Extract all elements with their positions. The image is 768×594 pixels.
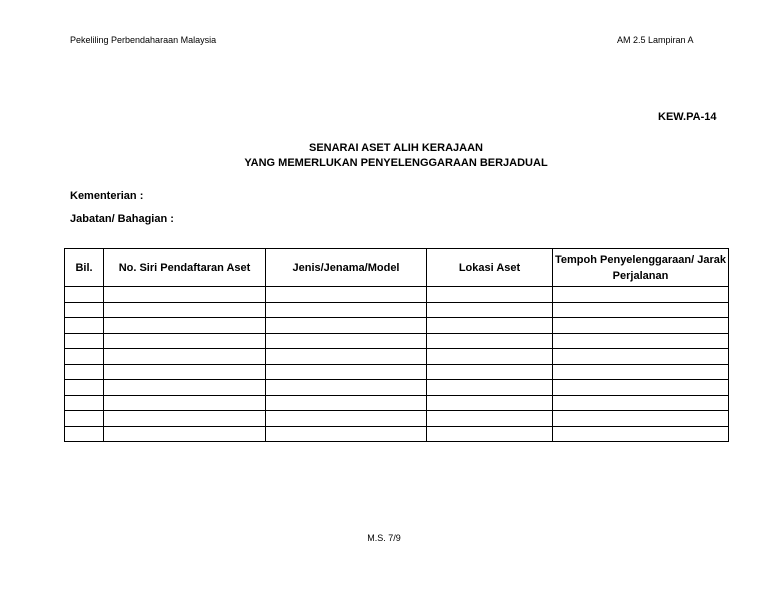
table-cell[interactable] [427, 302, 553, 318]
table-cell[interactable] [104, 287, 266, 303]
table-header-row [65, 249, 729, 287]
table-cell[interactable] [427, 349, 553, 365]
col-header-no-siri: No. Siri Pendaftaran Aset [104, 249, 266, 287]
table-cell[interactable] [553, 302, 729, 318]
table-row [65, 395, 729, 411]
table-cell[interactable] [104, 411, 266, 427]
col-header-bil: Bil. [65, 249, 104, 287]
asset-table [64, 248, 729, 442]
field-jabatan: Jabatan/ Bahagian : [70, 213, 174, 225]
table-cell[interactable] [65, 333, 104, 349]
table-cell[interactable] [553, 426, 729, 442]
table-cell[interactable] [104, 349, 266, 365]
table-cell[interactable] [553, 333, 729, 349]
table-cell[interactable] [65, 395, 104, 411]
table-cell[interactable] [266, 380, 427, 396]
table-cell[interactable] [104, 395, 266, 411]
table-cell[interactable] [65, 364, 104, 380]
col-header-jenis: Jenis/Jenama/Model [266, 249, 427, 287]
table-cell[interactable] [104, 364, 266, 380]
table-cell[interactable] [65, 411, 104, 427]
header-publication: Pekeliling Perbendaharaan Malaysia [70, 35, 217, 45]
table-cell[interactable] [266, 364, 427, 380]
table-cell[interactable] [266, 318, 427, 334]
table-cell[interactable] [104, 380, 266, 396]
table-row [65, 302, 729, 318]
table-cell[interactable] [553, 395, 729, 411]
table-cell[interactable] [427, 411, 553, 427]
table-row [65, 287, 729, 303]
table-row [65, 380, 729, 396]
table-row [65, 318, 729, 334]
table-cell[interactable] [427, 287, 553, 303]
table-cell[interactable] [104, 333, 266, 349]
table-cell[interactable] [266, 349, 427, 365]
table-cell[interactable] [553, 318, 729, 334]
table-cell[interactable] [427, 318, 553, 334]
table-cell[interactable] [104, 426, 266, 442]
table-cell[interactable] [65, 302, 104, 318]
title-line-2: YANG MEMERLUKAN PENYELENGGARAAN BERJADUAL [244, 157, 548, 169]
table-cell[interactable] [266, 426, 427, 442]
field-kementerian: Kementerian : [70, 190, 144, 202]
table-row [65, 333, 729, 349]
table-cell[interactable] [427, 333, 553, 349]
table-cell[interactable] [553, 411, 729, 427]
table-cell[interactable] [266, 333, 427, 349]
table-cell[interactable] [266, 302, 427, 318]
table-cell[interactable] [553, 287, 729, 303]
table-cell[interactable] [65, 318, 104, 334]
table-cell[interactable] [266, 287, 427, 303]
table-cell[interactable] [65, 426, 104, 442]
table-cell[interactable] [427, 426, 553, 442]
table-cell[interactable] [65, 287, 104, 303]
table-row [65, 426, 729, 442]
table-row [65, 411, 729, 427]
table-row [65, 349, 729, 365]
table-cell[interactable] [266, 395, 427, 411]
form-code: KEW.PA-14 [658, 111, 717, 123]
table-cell[interactable] [553, 349, 729, 365]
table-cell[interactable] [427, 395, 553, 411]
page-number: M.S. 7/9 [367, 533, 401, 543]
table-cell[interactable] [65, 380, 104, 396]
table-cell[interactable] [266, 411, 427, 427]
table-row [65, 364, 729, 380]
table-cell[interactable] [553, 364, 729, 380]
table-cell[interactable] [553, 380, 729, 396]
table-cell[interactable] [427, 380, 553, 396]
title-line-1: SENARAI ASET ALIH KERAJAAN [309, 142, 483, 154]
col-header-lokasi: Lokasi Aset [427, 249, 553, 287]
header-reference: AM 2.5 Lampiran A [617, 35, 694, 45]
table-cell[interactable] [65, 349, 104, 365]
table-cell[interactable] [104, 302, 266, 318]
col-header-tempoh: Tempoh Penyelenggaraan/ Jarak Perjalanan [553, 249, 729, 287]
table-body [65, 287, 729, 442]
table-cell[interactable] [427, 364, 553, 380]
table-cell[interactable] [104, 318, 266, 334]
